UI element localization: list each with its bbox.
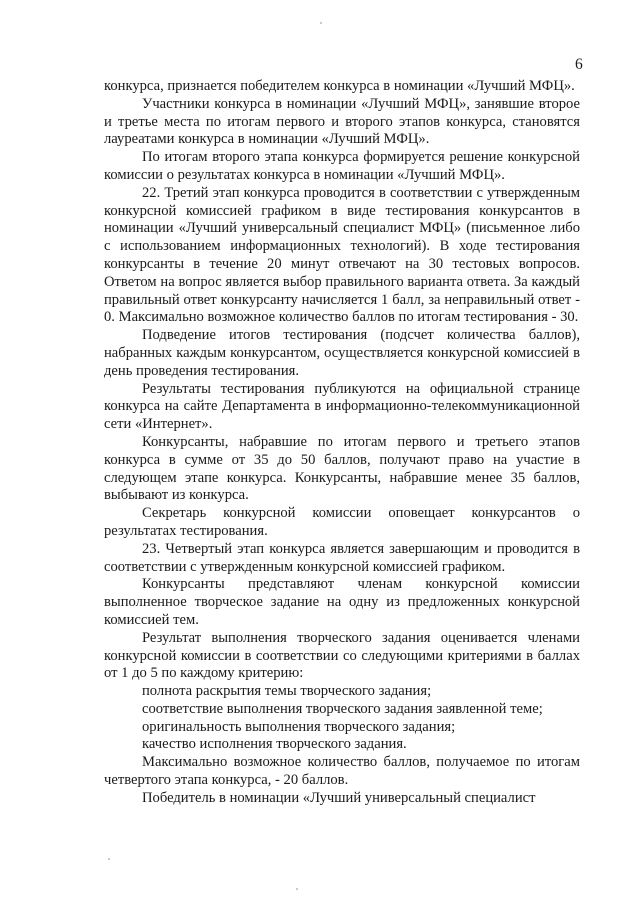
page-number: 6 <box>575 56 583 73</box>
scan-speck <box>108 858 110 860</box>
paragraph-10: Конкурсанты представляют членам конкурсной комиссии выполненное творческое задание на одну из предложенных конкурсной комиссией тем. <box>104 576 580 628</box>
document-body <box>104 78 580 808</box>
paragraph-12: полнота раскрытия темы творческого задания; <box>142 683 432 700</box>
paragraph-1: конкурса, признается победителем конкурса в номинации «Лучший МФЦ». <box>104 78 575 94</box>
paragraph-2: Участники конкурса в номинации «Лучший МФЦ», занявшие второе и третье места по итогам первого и второго этапов конкурса, становятся лауреатами конкурса в номинации «Лучший МФЦ». <box>104 95 580 148</box>
paragraph-7: Конкурсанты, набравшие по итогам первого и третьего этапов конкурса в сумме от 35 до 50 баллов, получают право на участие в следующем этапе конкурса. Конкурсанты, набравшие менее 35 баллов, выбывают из конкурса. <box>104 433 580 504</box>
paragraph-8: Секретарь конкурсной комиссии оповещает конкурсантов о результатах тестирования. <box>104 505 580 539</box>
paragraph-14: оригинальность выполнения творческого задания; <box>142 718 456 735</box>
paragraph-4: 22. Третий этап конкурса проводится в соответствии с утвержденным конкурсной комиссией графиком в виде тестирования конкурсантов в номинации «Лучший универсальный специалист МФЦ» (письменное либо с использованием информационных технологий). В ходе тестирования конкурсанты в течение 20 минут отвечают на 30 тестовых вопросов. Ответом на вопрос является выбор правильного варианта ответа. За каждый правильный ответ конкурсанту начисляется 1 балл, за неправильный ответ - 0. Максимально возможное количество баллов по итогам тестирования - 30. <box>104 184 580 326</box>
paragraph-11: Результат выполнения творческого задания оценивается членами конкурсной комиссии в соответствии со следующими критериями в баллах от 1 до 5 по каждому критерию: <box>104 629 580 682</box>
paragraph-17: Победитель в номинации «Лучший универсальный специалист <box>142 789 536 806</box>
paragraph-16: Максимально возможное количество баллов, получаемое по итогам четвертого этапа конкурса, - 20 баллов. <box>104 754 580 789</box>
scan-speck <box>296 888 298 890</box>
paragraph-9: 23. Четвертый этап конкурса является завершающим и проводится в соответствии с утвержденным конкурсной комиссией графиком. <box>104 540 580 575</box>
paragraph-15: качество исполнения творческого задания. <box>142 736 407 753</box>
paragraph-13: соответствие выполнения творческого задания заявленной теме; <box>142 700 543 717</box>
paragraph-6: Результаты тестирования публикуются на официальной странице конкурса на сайте Департамента в информационно-телекоммуникационной сети «Интернет». <box>104 380 580 433</box>
paragraph-3: По итогам второго этапа конкурса формируется решение конкурсной комиссии о результатах конкурса в номинации «Лучший МФЦ». <box>104 149 580 183</box>
paragraph-5: Подведение итогов тестирования (подсчет количества баллов), набранных каждым конкурсантом, осуществляется конкурсной комиссией в день проведения тестирования. <box>104 327 580 379</box>
scan-speck <box>320 22 322 24</box>
